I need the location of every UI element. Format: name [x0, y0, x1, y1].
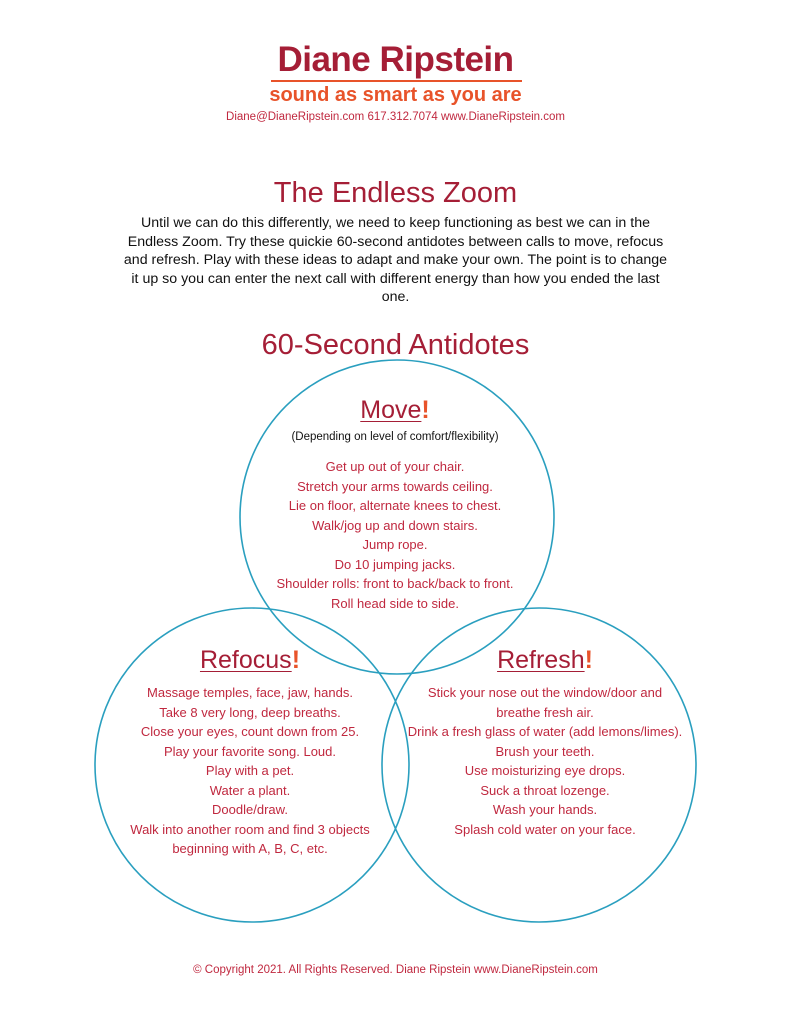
list-item: Jump rope.: [362, 537, 428, 552]
intro-paragraph: Until we can do this differently, we need to keep functioning as best we can in the Endless Zoom. Try these quickie 60-second antidotes between calls to move, refocus and refresh. Play with these ideas to adapt and make your own. The point is to change it up so you can enter the next call with different energy than how you ended the last one.: [123, 215, 668, 305]
section-subtitle: 60-Second Antidotes: [261, 329, 530, 361]
move-exclamation: !: [421, 396, 430, 424]
list-item: Massage temples, face, jaw, hands.: [147, 685, 353, 700]
brand-name: Diane Ripstein: [277, 40, 514, 79]
refresh-section: [405, 645, 685, 839]
list-item: Stretch your arms towards ceiling.: [297, 478, 493, 494]
list-item: Play your favorite song. Loud.: [164, 743, 336, 759]
move-heading: Move!: [360, 396, 430, 424]
list-item: Take 8 very long, deep breaths.: [159, 704, 341, 720]
list-item: Brush your teeth.: [495, 743, 595, 759]
list-item: Splash cold water on your face.: [454, 821, 636, 837]
list-item: Play with a pet.: [205, 763, 295, 778]
move-note: (Depending on level of comfort/flexibility): [291, 431, 499, 443]
list-item: Shoulder rolls: front to back/back to front.: [276, 576, 514, 591]
list-item: Roll head side to side.: [331, 595, 459, 611]
refocus-exclamation: !: [291, 646, 301, 674]
list-item: Walk into another room and find 3 objects beginning with A, B, C, etc.: [130, 821, 370, 856]
contact-line: Diane@DianeRipstein.com 617.312.7074 www.DianeRipstein.com: [226, 111, 565, 123]
copyright-footer: © Copyright 2021. All Rights Reserved. Diane Ripstein www.DianeRipstein.com: [193, 964, 598, 976]
refresh-list: [405, 683, 685, 839]
page-title: The Endless Zoom: [273, 177, 518, 209]
move-section: [245, 395, 545, 613]
list-item: Lie on floor, alternate knees to chest.: [288, 498, 502, 513]
refocus-section: [105, 645, 395, 859]
list-item: Use moisturizing eye drops.: [464, 763, 626, 778]
refresh-exclamation: !: [584, 646, 593, 674]
list-item: Walk/jog up and down stairs.: [312, 517, 478, 533]
list-item: Doodle/draw.: [212, 802, 288, 817]
list-item: Suck a throat lozenge.: [480, 782, 610, 798]
move-list: [245, 457, 545, 613]
refocus-list: [105, 683, 395, 859]
tagline: sound as smart as you are: [269, 84, 522, 106]
list-item: Drink a fresh glass of water (add lemons/limes).: [407, 724, 683, 739]
list-item: Close your eyes, count down from 25.: [140, 724, 360, 739]
list-item: Do 10 jumping jacks.: [334, 556, 456, 572]
list-item: Stick your nose out the window/door and breathe fresh air.: [427, 685, 663, 720]
refocus-heading: Refocus!: [199, 646, 301, 674]
list-item: Water a plant.: [209, 782, 291, 798]
refresh-heading: Refresh!: [497, 646, 593, 674]
list-item: Get up out of your chair.: [325, 459, 465, 474]
list-item: Wash your hands.: [492, 802, 598, 817]
